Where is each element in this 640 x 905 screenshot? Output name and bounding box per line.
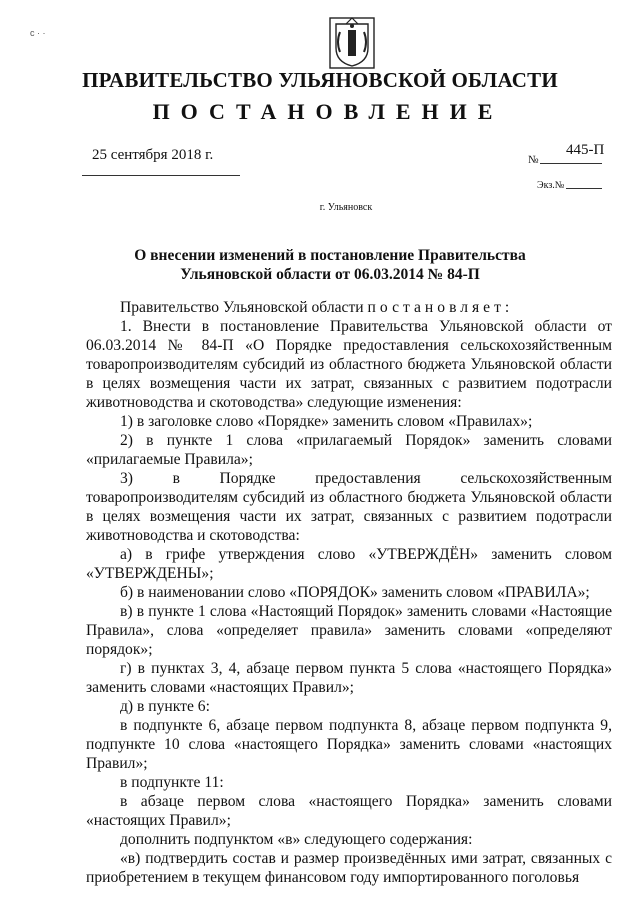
paragraph: дополнить подпунктом «в» следующего содержания:	[120, 831, 473, 848]
paragraph: в подпункте 11:	[120, 774, 224, 791]
number-label: №	[528, 154, 539, 166]
city: г. Ульяновск	[319, 202, 373, 213]
paragraph: «в) подтвердить состав и размер произведённых ими затрат, связанных с приобретением в текущем финансовом году импортированного поголовья	[86, 850, 612, 886]
intro-end: :	[504, 299, 510, 316]
document-date: 25 сентября 2018 г.	[92, 147, 214, 163]
paragraph: 3) в Порядке предоставления сельскохозяйственным товаропроизводителям субсидий из областного бюджета Ульяновской области в целях возмещения части их затрат, связанных с развитием подотрасли животноводства и скотоводства:	[86, 470, 612, 544]
date-underline	[82, 175, 240, 176]
coat-of-arms-icon	[326, 14, 378, 72]
government-title: ПРАВИТЕЛЬСТВО УЛЬЯНОВСКОЙ ОБЛАСТИ	[82, 68, 558, 92]
document-number: 445-П	[566, 142, 605, 158]
document-type: ПОСТАНОВЛЕНИЕ	[152, 99, 504, 124]
copy-underline	[566, 188, 602, 189]
corner-mark: с · ·	[30, 28, 46, 38]
document-heading	[110, 246, 550, 284]
paragraph: 1. Внести в постановление Правительства Ульяновской области от 06.03.2014 № 84-П «О Порядке предоставления сельскохозяйственным товаропроизводителям субсидий из областного бюджета Ульяновской области в целях возмещения части их затрат, связанных с развитием подотрасли животноводства и скотоводства» следующие изменения:	[86, 318, 612, 411]
paragraph: 1) в заголовке слово «Порядке» заменить словом «Правилах»;	[120, 413, 533, 430]
number-underline	[540, 163, 602, 164]
paragraph: 2) в пункте 1 слова «прилагаемый Порядок» заменить словами «прилагаемые Правила»;	[86, 432, 612, 468]
intro-paragraph	[86, 298, 612, 317]
paragraph: б) в наименовании слово «ПОРЯДОК» заменить словом «ПРАВИЛА»;	[120, 584, 590, 601]
document-body	[86, 298, 612, 887]
paragraph: в) в пункте 1 слова «Настоящий Порядок» заменить словами «Настоящие Правила», слова «определяет правила» заменить словами «определяют порядок»;	[86, 603, 612, 658]
intro-lead: Правительство Ульяновской области	[120, 299, 368, 316]
paragraph: д) в пункте 6:	[120, 698, 210, 715]
paragraph: а) в грифе утверждения слово «УТВЕРЖДЁН» заменить словом «УТВЕРЖДЕНЫ»;	[86, 546, 612, 582]
heading-line: Ульяновской области от 06.03.2014 № 84-П	[180, 266, 480, 283]
heading-line: О внесении изменений в постановление Правительства	[134, 247, 526, 264]
intro-verb: постановляет	[367, 299, 505, 316]
paragraph: в подпункте 6, абзаце первом подпункта 8, абзаце первом подпункта 9, подпункте 10 слова «настоящего Порядка» заменить словами «настоящих Правил»;	[86, 717, 612, 772]
paragraph: г) в пунктах 3, 4, абзаце первом пункта 5 слова «настоящего Порядка» заменить словами «настоящих Правил»;	[86, 660, 612, 696]
paragraph: в абзаце первом слова «настоящего Порядка» заменить словами «настоящих Правил»;	[86, 793, 612, 829]
copy-label: Экз.№	[537, 180, 565, 191]
